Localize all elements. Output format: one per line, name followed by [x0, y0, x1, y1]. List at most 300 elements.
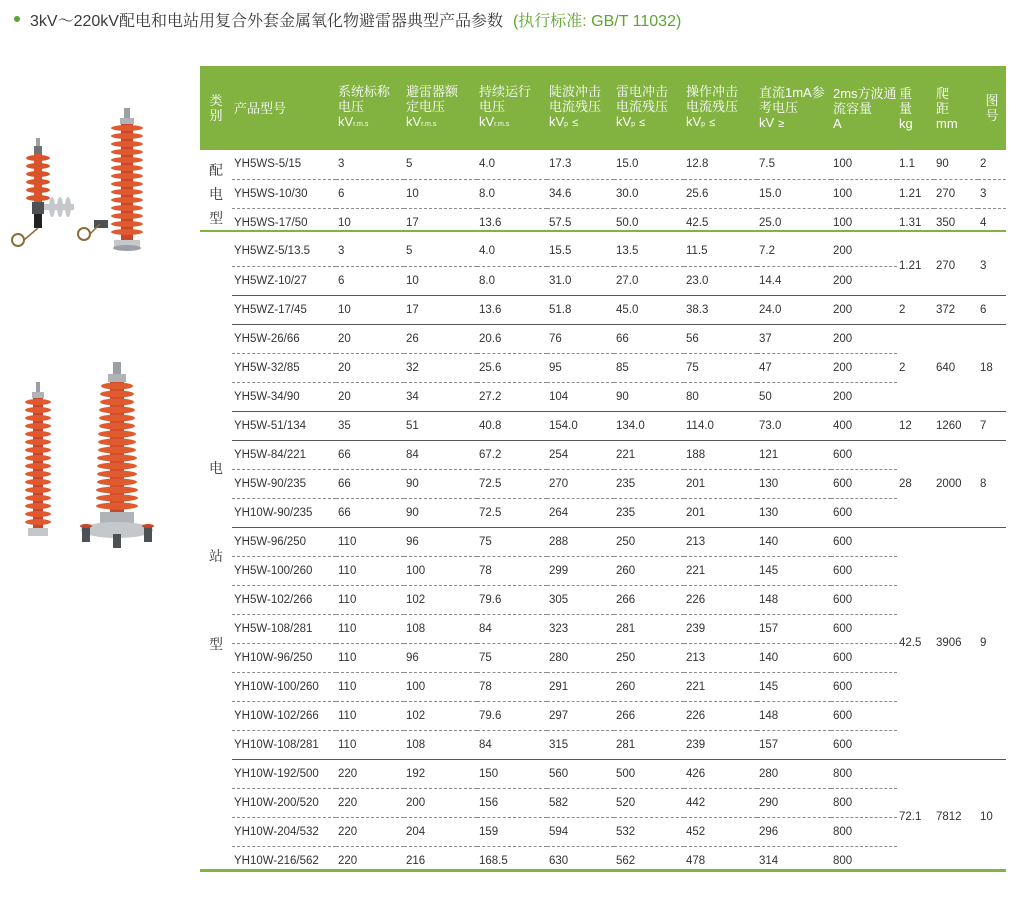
cell-rated-voltage: 32: [404, 353, 477, 382]
cell-switching-residual: 213: [684, 527, 757, 556]
cell-dc-reference: 290: [757, 788, 831, 817]
cell-switching-residual: 478: [686, 854, 706, 867]
cell-dc-reference: 140: [757, 643, 831, 672]
cell-model: YH10W-192/500: [232, 759, 336, 788]
cell-system-voltage: 20: [336, 324, 404, 353]
cell-continuous-voltage: 72.5: [477, 469, 547, 498]
cell-rated-voltage: 102: [404, 701, 477, 730]
cell-square-wave: 600: [831, 643, 897, 672]
cell-model: YH5WS-10/30: [232, 179, 336, 208]
cell-dc-reference: 145: [757, 672, 831, 701]
cell-square-wave: 600: [831, 469, 897, 498]
table-body: [200, 150, 1006, 875]
cell-dc-reference: 121: [757, 440, 831, 469]
cell-model: YH10W-100/260: [232, 672, 336, 701]
cell-system-voltage: 10: [336, 295, 404, 324]
cell-creepage: 270: [934, 237, 978, 295]
cell-creepage: 90: [934, 150, 978, 179]
cell-lightning-residual: 266: [614, 585, 684, 614]
cell-weight: 72.1: [899, 811, 922, 824]
col-square-wave: 2ms方波通流容量 A: [833, 85, 897, 131]
cell-system-voltage: 20: [336, 353, 404, 382]
station-arrester-large-image: [80, 362, 154, 548]
table-row: [200, 237, 1006, 266]
cell-continuous-voltage: 150: [477, 759, 547, 788]
cell-continuous-voltage: 13.6: [477, 295, 547, 324]
cell-figure: 4: [980, 216, 987, 229]
cell-model: YH10W-96/250: [232, 643, 336, 672]
cell-continuous-voltage: 40.8: [477, 411, 547, 440]
cell-continuous-voltage: 79.6: [477, 701, 547, 730]
cell-system-voltage: 110: [336, 730, 404, 759]
cell-square-wave: 100: [831, 150, 897, 179]
cell-square-wave: 800: [831, 759, 897, 788]
col-model: 产品型号: [234, 100, 287, 116]
cell-continuous-voltage: 13.6: [479, 216, 502, 229]
cell-dc-reference: 148: [757, 585, 831, 614]
cell-dc-reference: 37: [757, 324, 831, 353]
cell-creepage: 270: [934, 179, 978, 208]
cell-continuous-voltage: 156: [477, 788, 547, 817]
cell-square-wave: 600: [831, 614, 897, 643]
cell-lightning-residual: 235: [614, 498, 684, 527]
table-header-row: [200, 66, 1006, 150]
cell-switching-residual: 80: [684, 382, 757, 411]
parameter-table-wrapper: [200, 66, 1006, 875]
cell-steep-residual: 280: [547, 643, 614, 672]
cell-continuous-voltage: 78: [477, 556, 547, 585]
cell-lightning-residual: 30.0: [614, 179, 684, 208]
cell-creepage: 350: [936, 216, 956, 229]
cell-lightning-residual: 500: [614, 759, 684, 788]
cell-switching-residual: 226: [684, 585, 757, 614]
col-switching-residual: 操作冲击电流残压 kVp ≤: [686, 84, 739, 129]
cell-continuous-voltage: 84: [477, 614, 547, 643]
cell-steep-residual: 582: [547, 788, 614, 817]
table-row: [200, 701, 1006, 730]
col-continuous-voltage: 持续运行电压 kVr.m.s: [479, 84, 532, 129]
cell-model: YH5W-102/266: [232, 585, 336, 614]
cell-continuous-voltage: 159: [477, 817, 547, 846]
cell-creepage: 372: [934, 295, 978, 324]
cell-steep-residual: 270: [547, 469, 614, 498]
parameter-table: [200, 66, 1006, 875]
cell-rated-voltage: 5: [404, 237, 477, 266]
cell-lightning-residual: 520: [614, 788, 684, 817]
table-row: [200, 150, 1006, 179]
page-title: 3kV～220kV配电和电站用复合外套金属氧化物避雷器典型产品参数: [30, 12, 503, 30]
cell-dc-reference: 25.0: [759, 216, 782, 229]
table-row: [200, 382, 1006, 411]
cell-weight: 1.21: [897, 179, 934, 208]
cell-switching-residual: 114.0: [684, 411, 757, 440]
cell-continuous-voltage: 8.0: [477, 179, 547, 208]
cell-lightning-residual: 250: [614, 527, 684, 556]
table-row: [200, 817, 1006, 846]
cell-dc-reference: 157: [757, 730, 831, 759]
cell-model: YH5W-84/221: [232, 440, 336, 469]
cell-square-wave: 200: [831, 266, 897, 295]
col-category: 类别: [209, 93, 223, 123]
cell-lightning-residual: 90: [614, 382, 684, 411]
cell-switching-residual: 188: [684, 440, 757, 469]
cell-square-wave: 800: [833, 854, 853, 867]
cell-lightning-residual: 221: [614, 440, 684, 469]
cell-lightning-residual: 250: [614, 643, 684, 672]
cell-continuous-voltage: 72.5: [477, 498, 547, 527]
cell-continuous-voltage: 75: [477, 527, 547, 556]
table-row: [200, 730, 1006, 759]
col-system-voltage: 系统标称电压 kVr.m.s: [338, 84, 391, 129]
cell-switching-residual: 201: [684, 469, 757, 498]
cell-model: YH5WZ-17/45: [232, 295, 336, 324]
cell-model: YH5W-32/85: [232, 353, 336, 382]
cell-model: YH5W-96/250: [232, 527, 336, 556]
cell-weight: 1.31: [899, 216, 922, 229]
table-bottom-rule: [200, 869, 1006, 872]
cell-rated-voltage: 34: [404, 382, 477, 411]
cell-rated-voltage: 90: [404, 469, 477, 498]
cell-system-voltage: 110: [336, 585, 404, 614]
cell-dc-reference: 280: [757, 759, 831, 788]
cell-system-voltage: 66: [336, 469, 404, 498]
cell-switching-residual: 213: [684, 643, 757, 672]
cell-dc-reference: 314: [759, 854, 779, 867]
cell-system-voltage: 10: [338, 216, 351, 229]
table-row: [200, 527, 1006, 556]
cell-continuous-voltage: 4.0: [477, 150, 547, 179]
cell-switching-residual: 226: [684, 701, 757, 730]
cell-rated-voltage: 17: [406, 216, 419, 229]
cell-steep-residual: 264: [547, 498, 614, 527]
table-row: [200, 208, 1006, 237]
cell-system-voltage: 220: [336, 788, 404, 817]
cell-figure: 18: [978, 324, 1006, 411]
cell-square-wave: 600: [831, 498, 897, 527]
cell-model: YH10W-200/520: [232, 788, 336, 817]
table-row: [200, 324, 1006, 353]
cell-square-wave: 400: [831, 411, 897, 440]
cell-figure: 10: [980, 811, 993, 824]
cell-rated-voltage: 102: [404, 585, 477, 614]
cell-dc-reference: 296: [757, 817, 831, 846]
bullet-icon: [14, 16, 20, 22]
cell-figure: 8: [978, 440, 1006, 527]
cell-continuous-voltage: 168.5: [479, 854, 508, 867]
cell-steep-residual: 594: [547, 817, 614, 846]
table-row: [200, 469, 1006, 498]
cell-continuous-voltage: 8.0: [477, 266, 547, 295]
cell-system-voltage: 220: [336, 759, 404, 788]
cell-lightning-residual: 45.0: [614, 295, 684, 324]
table-row: [200, 440, 1006, 469]
cell-dc-reference: 130: [757, 469, 831, 498]
cell-continuous-voltage: 75: [477, 643, 547, 672]
cell-continuous-voltage: 20.6: [477, 324, 547, 353]
table-row: [200, 585, 1006, 614]
cell-rated-voltage: 100: [404, 672, 477, 701]
cell-lightning-residual: 85: [614, 353, 684, 382]
cell-square-wave: 200: [831, 237, 897, 266]
cell-continuous-voltage: 79.6: [477, 585, 547, 614]
cell-figure: 3: [978, 237, 1006, 295]
cell-lightning-residual: 281: [614, 730, 684, 759]
cell-steep-residual: 288: [547, 527, 614, 556]
cell-steep-residual: 630: [549, 854, 569, 867]
cell-square-wave: 100: [833, 216, 853, 229]
table-row: [200, 498, 1006, 527]
cell-creepage: 3906: [934, 527, 978, 759]
cell-square-wave: 200: [831, 353, 897, 382]
station-arrester-small-image: [25, 382, 51, 536]
cell-square-wave: 800: [831, 817, 897, 846]
cell-dc-reference: 47: [757, 353, 831, 382]
cell-lightning-residual: 260: [614, 556, 684, 585]
cell-dc-reference: 140: [757, 527, 831, 556]
cell-switching-residual: 42.5: [686, 216, 709, 229]
cell-creepage: 640: [934, 324, 978, 411]
arrester-illustrations: [0, 100, 190, 560]
table-row: [200, 614, 1006, 643]
cell-switching-residual: 239: [684, 730, 757, 759]
col-steep-residual: 陡波冲击电流残压 kVp ≤: [549, 84, 602, 129]
table-row: [200, 759, 1006, 788]
cell-rated-voltage: 90: [404, 498, 477, 527]
cell-system-voltage: 3: [336, 150, 404, 179]
cell-system-voltage: 6: [336, 179, 404, 208]
col-lightning-residual: 雷电冲击电流残压 kVp ≤: [616, 84, 669, 129]
cell-model: YH5W-100/260: [232, 556, 336, 585]
cell-square-wave: 600: [831, 672, 897, 701]
cell-lightning-residual: 27.0: [614, 266, 684, 295]
cell-system-voltage: 220: [338, 854, 358, 867]
col-creepage: 爬距 mm: [936, 85, 958, 131]
cell-system-voltage: 35: [336, 411, 404, 440]
cell-rated-voltage: 5: [404, 150, 477, 179]
cell-square-wave: 600: [831, 440, 897, 469]
cell-switching-residual: 75: [684, 353, 757, 382]
col-figure: 图号: [985, 93, 999, 123]
cell-model: YH10W-216/562: [234, 854, 319, 867]
cell-lightning-residual: 562: [616, 854, 636, 867]
cell-square-wave: 800: [831, 788, 897, 817]
cell-weight: 42.5: [897, 527, 934, 759]
cell-dc-reference: 130: [757, 498, 831, 527]
cell-creepage: 2000: [934, 440, 978, 527]
cell-model: YH10W-90/235: [232, 498, 336, 527]
cell-system-voltage: 220: [336, 817, 404, 846]
cell-steep-residual: 31.0: [547, 266, 614, 295]
cell-steep-residual: 104: [547, 382, 614, 411]
cell-rated-voltage: 108: [404, 614, 477, 643]
cell-figure: 6: [978, 295, 1006, 324]
cell-system-voltage: 66: [336, 440, 404, 469]
cell-switching-residual: 239: [684, 614, 757, 643]
cell-lightning-residual: 281: [614, 614, 684, 643]
table-row: [200, 411, 1006, 440]
cell-switching-residual: 38.3: [684, 295, 757, 324]
cell-switching-residual: 12.8: [684, 150, 757, 179]
cell-continuous-voltage: 84: [477, 730, 547, 759]
cell-model: YH5W-108/281: [232, 614, 336, 643]
table-row: [200, 353, 1006, 382]
cell-steep-residual: 299: [547, 556, 614, 585]
cell-system-voltage: 20: [336, 382, 404, 411]
cell-switching-residual: 56: [684, 324, 757, 353]
table-row: [200, 556, 1006, 585]
cell-lightning-residual: 235: [614, 469, 684, 498]
category-distribution: 配电型: [209, 161, 223, 226]
cell-switching-residual: 23.0: [684, 266, 757, 295]
cell-switching-residual: 426: [684, 759, 757, 788]
cell-system-voltage: 66: [336, 498, 404, 527]
cell-square-wave: 100: [831, 179, 897, 208]
cell-square-wave: 600: [831, 701, 897, 730]
cell-system-voltage: 110: [336, 701, 404, 730]
product-photos: [0, 100, 190, 560]
cell-square-wave: 600: [831, 730, 897, 759]
cell-steep-residual: 305: [547, 585, 614, 614]
cell-rated-voltage: 108: [404, 730, 477, 759]
cell-dc-reference: 145: [757, 556, 831, 585]
cell-model: YH5WS-5/15: [232, 150, 336, 179]
cell-square-wave: 600: [831, 585, 897, 614]
col-dc-reference: 直流1mA参考电压 kV ≥: [759, 84, 825, 130]
cell-switching-residual: 221: [684, 556, 757, 585]
cell-model: YH5W-51/134: [232, 411, 336, 440]
cell-lightning-residual: 50.0: [616, 216, 639, 229]
cell-steep-residual: 315: [547, 730, 614, 759]
cell-steep-residual: 51.8: [547, 295, 614, 324]
cell-model: YH5WZ-5/13.5: [232, 237, 336, 266]
cell-lightning-residual: 266: [614, 701, 684, 730]
cell-lightning-residual: 260: [614, 672, 684, 701]
cell-dc-reference: 7.5: [757, 150, 831, 179]
cell-weight: 2: [897, 295, 934, 324]
cell-steep-residual: 15.5: [547, 237, 614, 266]
cell-rated-voltage: 96: [404, 527, 477, 556]
cell-square-wave: 600: [831, 527, 897, 556]
cell-system-voltage: 110: [336, 556, 404, 585]
table-row: [200, 266, 1006, 295]
cell-figure: 9: [978, 527, 1006, 759]
cell-model: YH5W-26/66: [232, 324, 336, 353]
cell-steep-residual: 291: [547, 672, 614, 701]
cell-dc-reference: 7.2: [757, 237, 831, 266]
cell-square-wave: 200: [831, 324, 897, 353]
cell-model: YH5WZ-10/27: [232, 266, 336, 295]
cell-rated-voltage: 10: [404, 179, 477, 208]
cell-rated-voltage: 96: [404, 643, 477, 672]
cell-rated-voltage: 100: [404, 556, 477, 585]
cell-dc-reference: 157: [757, 614, 831, 643]
cell-switching-residual: 452: [684, 817, 757, 846]
cell-figure: 7: [978, 411, 1006, 440]
cell-square-wave: 600: [831, 556, 897, 585]
cell-switching-residual: 25.6: [684, 179, 757, 208]
cell-system-voltage: 110: [336, 614, 404, 643]
cell-system-voltage: 110: [336, 672, 404, 701]
distribution-arrester-large-image: [78, 108, 143, 251]
cell-model: YH10W-204/532: [232, 817, 336, 846]
cell-steep-residual: 17.3: [547, 150, 614, 179]
cell-lightning-residual: 532: [614, 817, 684, 846]
table-row: [200, 788, 1006, 817]
cell-rated-voltage: 84: [404, 440, 477, 469]
cell-square-wave: 200: [831, 382, 897, 411]
cell-weight: 12: [897, 411, 934, 440]
title-row: [14, 8, 681, 30]
cell-system-voltage: 3: [336, 237, 404, 266]
cell-creepage: 1260: [934, 411, 978, 440]
cell-steep-residual: 76: [547, 324, 614, 353]
cell-lightning-residual: 13.5: [614, 237, 684, 266]
cell-system-voltage: 110: [336, 527, 404, 556]
category-station: 电站型: [209, 460, 223, 652]
cell-rated-voltage: 10: [404, 266, 477, 295]
table-row: [200, 672, 1006, 701]
cell-steep-residual: 57.5: [549, 216, 572, 229]
table-row: [200, 643, 1006, 672]
col-weight: 重量 kg: [899, 85, 913, 131]
cell-model: YH5WS-17/50: [234, 216, 308, 229]
cell-weight: 2: [897, 324, 934, 411]
cell-square-wave: 200: [831, 295, 897, 324]
cell-system-voltage: 6: [336, 266, 404, 295]
cell-rated-voltage: 26: [404, 324, 477, 353]
cell-lightning-residual: 134.0: [614, 411, 684, 440]
cell-continuous-voltage: 4.0: [477, 237, 547, 266]
cell-model: YH10W-102/266: [232, 701, 336, 730]
cell-switching-residual: 201: [684, 498, 757, 527]
table-row: [200, 295, 1006, 324]
cell-figure: 3: [978, 179, 1006, 208]
cell-continuous-voltage: 25.6: [477, 353, 547, 382]
cell-dc-reference: 50: [757, 382, 831, 411]
standard-label: (执行标准: GB/T 11032): [512, 12, 682, 30]
cell-creepage: 7812: [936, 811, 962, 824]
cell-dc-reference: 73.0: [757, 411, 831, 440]
cell-dc-reference: 15.0: [757, 179, 831, 208]
cell-steep-residual: 323: [547, 614, 614, 643]
cell-rated-voltage: 216: [406, 854, 426, 867]
cell-continuous-voltage: 78: [477, 672, 547, 701]
cell-system-voltage: 110: [336, 643, 404, 672]
cell-steep-residual: 560: [547, 759, 614, 788]
cell-dc-reference: 148: [757, 701, 831, 730]
cell-figure: 2: [978, 150, 1006, 179]
distribution-arrester-small-image: [12, 138, 74, 246]
col-rated-voltage: 避雷器额定电压 kVr.m.s: [406, 84, 459, 129]
cell-steep-residual: 297: [547, 701, 614, 730]
cell-rated-voltage: 51: [404, 411, 477, 440]
cell-weight: 1.1: [897, 150, 934, 179]
cell-switching-residual: 221: [684, 672, 757, 701]
cell-lightning-residual: 66: [614, 324, 684, 353]
cell-model: YH5W-34/90: [232, 382, 336, 411]
cell-steep-residual: 95: [547, 353, 614, 382]
cell-rated-voltage: 192: [404, 759, 477, 788]
cell-steep-residual: 254: [547, 440, 614, 469]
table-row: [200, 179, 1006, 208]
cell-model: YH10W-108/281: [232, 730, 336, 759]
cell-rated-voltage: 200: [404, 788, 477, 817]
cell-dc-reference: 14.4: [757, 266, 831, 295]
cell-weight: 28: [897, 440, 934, 527]
cell-rated-voltage: 204: [404, 817, 477, 846]
cell-weight: 1.21: [897, 237, 934, 295]
cell-steep-residual: 154.0: [547, 411, 614, 440]
